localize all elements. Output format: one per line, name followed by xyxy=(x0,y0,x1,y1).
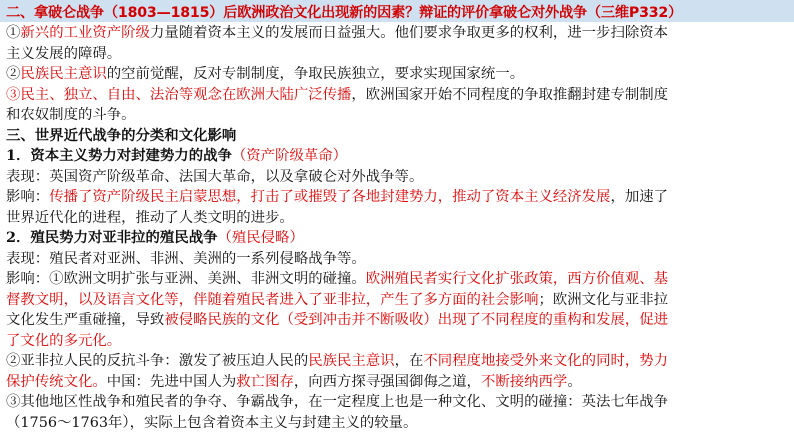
circled-number: ① xyxy=(6,25,21,41)
body-text: 表现：英国资产阶级革命、法国大革命，以及拿破仑对外战争等。 xyxy=(6,168,424,185)
text-line xyxy=(6,85,788,106)
text-line xyxy=(6,23,788,44)
subheading: 2．殖民势力对亚非拉的殖民战争 xyxy=(6,229,218,246)
page-title: 二、拿破仑战争（1803—1815）后欧洲政治文化出现新的因素？辩证的评价拿破仑对外战争（三维P332） xyxy=(6,5,683,21)
text-line xyxy=(6,372,788,393)
title-banner xyxy=(0,0,794,22)
highlight-text: 被侵略民族的文化（受到冲击并不断吸收）出现了不同程度的重构和发展，促进 xyxy=(164,312,668,328)
body-text: 主义发展的障碍。 xyxy=(6,45,122,62)
highlight-text: 了文化的多元化。 xyxy=(6,332,122,349)
text-line xyxy=(6,187,788,208)
label-text: 影响： xyxy=(6,189,50,205)
body-text: 。 xyxy=(567,373,582,390)
body-text: 表现：殖民者对亚洲、非洲、美洲的一系列侵略战争等。 xyxy=(6,250,366,267)
body-text: ，向西方探寻强国御侮之道， xyxy=(293,373,481,390)
subheading: 1．资本主义势力对封建势力的战争 xyxy=(6,147,232,164)
highlight-text: 不同程度地接受外来文化的同时，势力 xyxy=(423,353,669,369)
body-text: ；欧洲文化与亚非拉 xyxy=(538,291,668,308)
highlight-text: 欧洲殖民者实行文化扩张政策，西方价值观、基 xyxy=(365,271,668,287)
text-line xyxy=(6,228,788,249)
text-line xyxy=(6,310,788,331)
text-line xyxy=(6,269,788,290)
body-text: ，欧洲国家开始不同程度的争取推翻封建专制制度 xyxy=(351,86,669,103)
body-text: 世界近代化的进程，推动了人类文明的进步。 xyxy=(6,209,294,226)
text-line xyxy=(6,44,788,65)
body-text: ，在 xyxy=(394,353,424,369)
section-heading: 三、世界近代战争的分类和文化影响 xyxy=(6,127,237,144)
text-line xyxy=(6,64,788,85)
highlight-text: 不断接纳西学 xyxy=(480,373,568,390)
text-line xyxy=(6,208,788,229)
highlight-text: 救亡图存 xyxy=(236,373,294,390)
body-text: 文化发生严重碰撞，导致 xyxy=(6,312,165,328)
circled-number: ② xyxy=(6,66,21,82)
text-line xyxy=(6,392,788,413)
text-line xyxy=(6,351,788,372)
body-text: 中国：先进中国人为 xyxy=(106,373,237,390)
text-line xyxy=(6,105,788,126)
body-text: 影响：①欧洲文明扩张与亚洲、美洲、非洲文明的碰撞。 xyxy=(6,271,366,287)
body-text xyxy=(6,189,610,205)
highlight-text: 民族民主意识 xyxy=(20,66,107,82)
highlight-text: 民主、独立、自由、法治等观念在欧洲大陆广泛传播 xyxy=(20,86,352,103)
body-text: 力量随着资本主义的发展而日益强大。他们要求争取更多的权利，进一步扫除资本 xyxy=(149,25,669,41)
body-text: （1756～1763年），实际上包含着资本主义与封建主义的较量。 xyxy=(6,414,418,431)
highlight-text: 保护传统文化。 xyxy=(6,373,107,390)
text-line xyxy=(6,413,788,434)
highlight-text: （殖民侵略） xyxy=(217,230,304,246)
highlight-text: 传播了资产阶级民主启蒙思想，打击了或摧毁了各地封建势力，推动了资本主义经济发展 xyxy=(49,189,611,205)
body-text: 的空前觉醒，反对专制制度，争取民族独立，要求实现国家统一。 xyxy=(106,66,525,82)
text-line xyxy=(6,126,788,147)
text-line xyxy=(6,146,788,167)
highlight-text: （资产阶级革命） xyxy=(231,148,348,164)
highlight-text: 新兴的工业资产阶级 xyxy=(20,25,150,41)
text-line xyxy=(6,249,788,270)
text-line xyxy=(6,331,788,352)
text-line xyxy=(6,290,788,311)
body-text: 和农奴制度的斗争。 xyxy=(6,107,136,123)
document-body xyxy=(6,23,788,433)
text-line xyxy=(6,167,788,188)
body-text: ，加速了 xyxy=(610,189,669,205)
body-text: ③其他地区性战争和殖民者的争夺、争霸战争，在一定程度上也是一种文化、文明的碰撞：英法七年战争 xyxy=(6,394,668,410)
highlight-text: 民族民主意识 xyxy=(308,353,395,369)
highlight-text: 督教文明，以及语言文化等，伴随着殖民者进入了亚非拉，产生了多方面的社会影响 xyxy=(6,291,539,308)
circled-number: ③ xyxy=(6,86,21,103)
body-text: ②亚非拉人民的反抗斗争：激发了被压迫人民的 xyxy=(6,353,309,369)
